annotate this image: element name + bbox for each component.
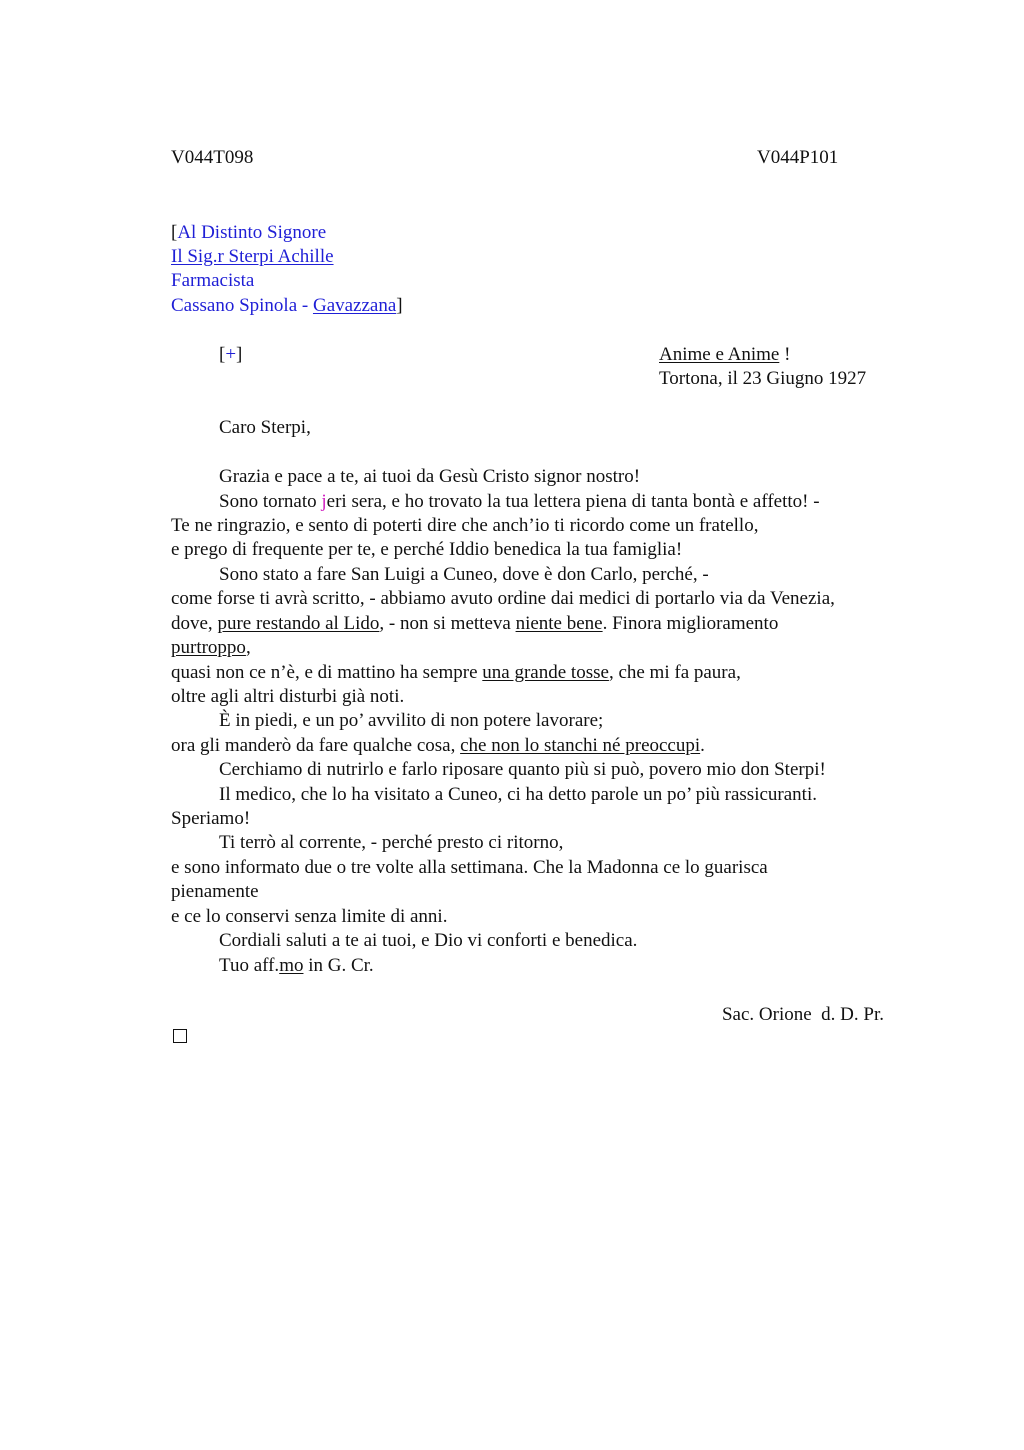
address-line-2: Il Sig.r Sterpi Achille bbox=[171, 246, 334, 267]
body-line: oltre agli altri disturbi già noti. bbox=[171, 686, 405, 707]
body-line: e sono informato due o tre volte alla settimana. Che la Madonna ce lo guarisca bbox=[171, 857, 768, 878]
address-line-3: Farmacista bbox=[171, 270, 255, 291]
cross-mark: [+] bbox=[219, 344, 243, 365]
body-line: e ce lo conservi senza limite di anni. bbox=[171, 906, 448, 927]
document-code-right: V044P101 bbox=[757, 147, 839, 168]
body-line: Ti terrò al corrente, - perché presto ci ritorno, bbox=[219, 832, 564, 853]
body-line: Speriamo! bbox=[171, 808, 251, 829]
address-line-4: Cassano Spinola - Gavazzana] bbox=[171, 295, 403, 316]
body-line: quasi non ce n’è, e di mattino ha sempre una grande tosse, che mi fa paura, bbox=[171, 662, 741, 683]
body-line: Tuo aff.mo in G. Cr. bbox=[219, 955, 374, 976]
place-date: Tortona, il 23 Giugno 1927 bbox=[659, 368, 867, 389]
body-line: Sono stato a fare San Luigi a Cuneo, dove è don Carlo, perché, - bbox=[219, 564, 709, 585]
document-code-left: V044T098 bbox=[171, 147, 254, 168]
body-line: dove, pure restando al Lido, - non si metteva niente bene. Finora miglioramento bbox=[171, 613, 779, 634]
body-line: Cerchiamo di nutrirlo e farlo riposare quanto più si può, povero mio don Sterpi! bbox=[219, 759, 826, 780]
body-line: pienamente bbox=[171, 881, 259, 902]
motto: Anime e Anime ! bbox=[659, 344, 791, 365]
body-line: Te ne ringrazio, e sento di poterti dire che anch’io ti ricordo come un fratello, bbox=[171, 515, 759, 536]
body-line: Sono tornato jeri sera, e ho trovato la tua lettera piena di tanta bontà e affetto! - bbox=[219, 491, 820, 512]
end-box-icon bbox=[173, 1029, 187, 1043]
salutation: Caro Sterpi, bbox=[219, 417, 311, 438]
signature: Sac. Orione d. D. Pr. bbox=[721, 1004, 884, 1025]
address-line-1: [Al Distinto Signore bbox=[171, 222, 327, 243]
body-line: È in piedi, e un po’ avvilito di non potere lavorare; bbox=[219, 710, 604, 731]
body-line: e prego di frequente per te, e perché Iddio benedica la tua famiglia! bbox=[171, 539, 683, 560]
body-line: Il medico, che lo ha visitato a Cuneo, ci ha detto parole un po’ più rassicuranti. bbox=[219, 784, 817, 805]
body-line: ora gli manderò da fare qualche cosa, che non lo stanchi né preoccupi. bbox=[171, 735, 705, 756]
body-line: Grazia e pace a te, ai tuoi da Gesù Cristo signor nostro! bbox=[219, 466, 641, 487]
body-line: come forse ti avrà scritto, - abbiamo avuto ordine dai medici di portarlo via da Venezia, bbox=[171, 588, 835, 609]
body-line: Cordiali saluti a te ai tuoi, e Dio vi conforti e benedica. bbox=[219, 930, 638, 951]
body-line: purtroppo, bbox=[171, 637, 251, 658]
